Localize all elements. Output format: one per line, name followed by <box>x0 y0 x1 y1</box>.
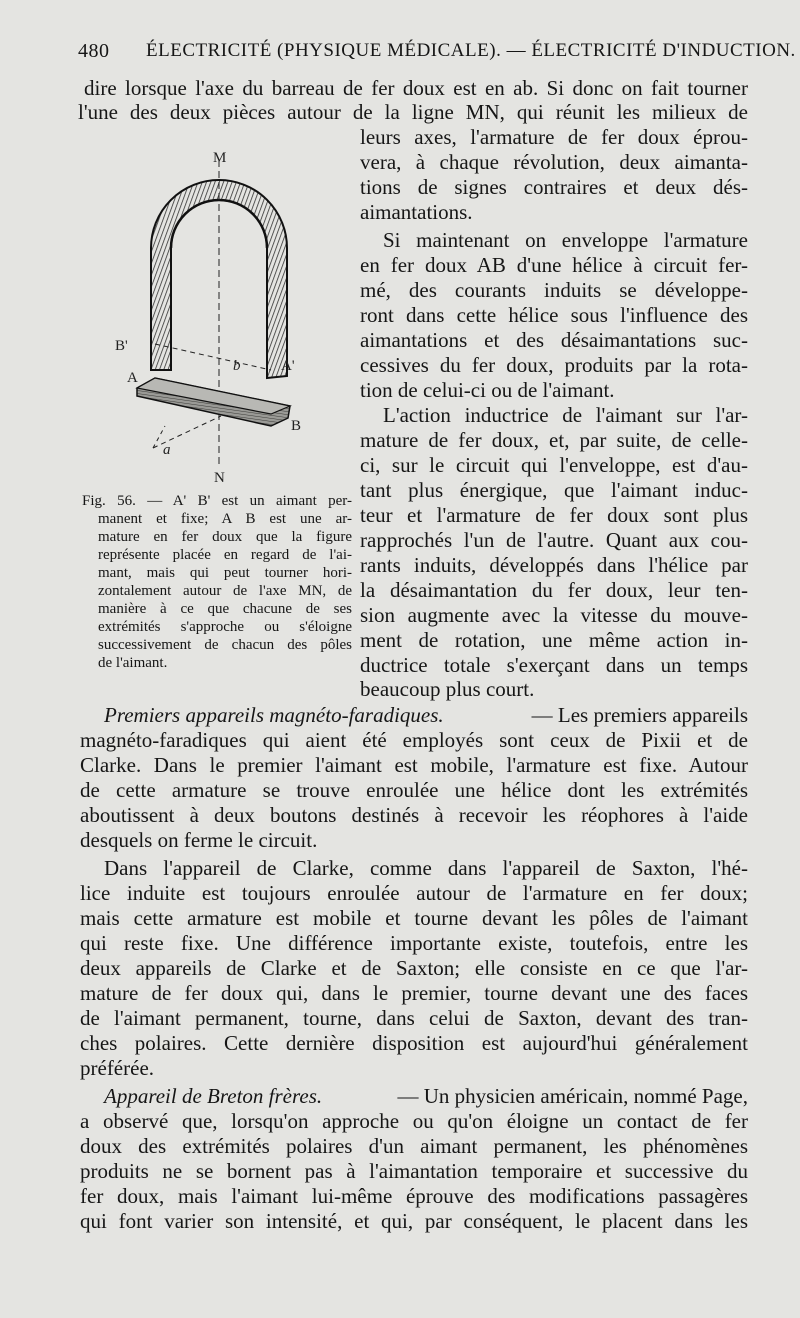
running-header <box>78 40 796 70</box>
label-a-prime: A' <box>281 358 295 374</box>
section-line: aboutissent à deux boutons destinés à recevoir les réophores à l'aide <box>80 803 748 827</box>
column-line: tion de celui-ci ou de l'aimant. <box>360 378 615 402</box>
column-line: L'action inductrice de l'aimant sur l'ar- <box>383 403 748 427</box>
section-line: — Un physicien américain, nommé Page, <box>397 1084 748 1108</box>
page-number: 480 <box>78 40 110 62</box>
column-line: ductrice totale s'exerçant dans un temps <box>360 653 748 677</box>
paragraph-line: préférée. <box>80 1056 155 1080</box>
label-a: A <box>127 370 138 386</box>
column-line: la désaimantation du fer doux, leur ten- <box>360 578 748 602</box>
caption-line: Fig. 56. — A' B' est un aimant per- <box>82 493 352 509</box>
section-line: desquels on ferme le circuit. <box>80 828 318 852</box>
label-b: B <box>291 418 302 434</box>
section-line: Clarke. Dans le premier l'aimant est mobile, l'armature est fixe. Autour <box>80 753 748 777</box>
section-line: magnéto-faradiques qui aient été employés sont ceux de Pixii et de <box>80 728 748 752</box>
column-line: ci, sur le circuit qui l'enveloppe, est d'au- <box>360 453 748 477</box>
caption-line: mant, mais qui peut tourner hori- <box>98 565 352 581</box>
paragraph-line: qui reste fixe. Une différence importante existe, toutefois, entre les <box>80 931 748 955</box>
column-line: teur et l'armature de fer doux sont plus <box>360 503 748 527</box>
caption-line: successivement de chacun des pôles <box>98 637 352 653</box>
caption-line: zontalement autour de l'axe MN, de <box>98 583 352 599</box>
section-line: a observé que, lorsqu'on approche ou qu'on éloigne un contact de fer <box>80 1109 748 1133</box>
section-line: fer doux, mais l'aimant lui-même éprouve des modifications passagères <box>80 1184 748 1208</box>
paragraph-line: mature de fer doux qui, dans le premier, tourne devant une des faces <box>80 981 748 1005</box>
caption-line: de l'aimant. <box>98 655 168 671</box>
column-line: mé, des courants induits se développe- <box>360 278 748 302</box>
intro-line: l'une des deux pièces autour de la ligne MN, qui réunit les milieux de <box>78 100 748 124</box>
section-line: qui font varier son intensité, et qui, par conséquent, le placent dans les <box>80 1209 748 1233</box>
column-line: cessives du fer doux, produits par la rota- <box>360 353 748 377</box>
caption-line: mature en fer doux que la figure <box>98 529 352 545</box>
section-heading: Appareil de Breton frères. <box>104 1084 323 1108</box>
paragraph-line: lice induite est toujours enroulée autour de l'armature en fer doux; <box>80 881 748 905</box>
paragraph-line: deux appareils de Clarke et de Saxton; elle consiste en ce que l'ar- <box>80 956 748 980</box>
paragraph-line: mais cette armature est mobile et tourne devant les pôles de l'aimant <box>80 906 748 930</box>
column-line: Si maintenant on enveloppe l'armature <box>383 228 748 252</box>
caption-line: représente placée en regard de l'ai- <box>98 547 352 563</box>
paragraph-line: de l'aimant permanent, tourne, dans celui de Saxton, devant des tran- <box>80 1006 748 1030</box>
column-line: sion augmente avec la vitesse du mouve- <box>360 603 748 627</box>
column-line: vera, à chaque révolution, deux aimanta- <box>360 150 748 174</box>
section-line: produits ne se bornent pas à l'aimantation temporaire et successive du <box>80 1159 748 1183</box>
column-line: mature de fer doux, et, par suite, de celle- <box>360 428 748 452</box>
caption-line: extrémités s'approche ou s'éloigne <box>98 619 352 635</box>
column-line: en fer doux AB d'une hélice à circuit fer- <box>360 253 748 277</box>
running-title: ÉLECTRICITÉ (PHYSIQUE MÉDICALE). — ÉLECTRICITÉ D'INDUCTION. <box>146 40 796 61</box>
column-line: aimantations. <box>360 200 473 224</box>
label-small-b: b <box>233 358 241 374</box>
figure-56-magnet-illustration <box>95 148 325 488</box>
section-heading-line <box>104 1084 748 1108</box>
caption-line: manent et fixe; A B est une ar- <box>98 511 352 527</box>
caption-line: manière à ce que chacune de ses <box>98 601 352 617</box>
column-line: ront dans cette hélice sous l'influence des <box>360 303 748 327</box>
column-line: aimantations et des désaimantations suc- <box>360 328 748 352</box>
column-line: rapprochés l'un de l'autre. Quant aux cou- <box>360 528 748 552</box>
label-small-a: a <box>163 442 171 458</box>
paragraph-line: ches polaires. Cette dernière disposition est aujourd'hui généralement <box>80 1031 748 1055</box>
column-line: ment de rotation, une même action in- <box>360 628 748 652</box>
label-m: M <box>213 150 227 166</box>
section-line: de cette armature se trouve enroulée une hélice dont les extrémités <box>80 778 748 802</box>
column-line: beaucoup plus court. <box>360 677 535 701</box>
section-line: — Les premiers appareils <box>531 703 748 727</box>
column-line: rants induits, développés dans l'hélice par <box>360 553 748 577</box>
section-heading-line <box>104 703 748 727</box>
section-line: doux des extrémités polaires d'un aimant permanent, les phénomènes <box>80 1134 748 1158</box>
column-line: tant plus énergique, que l'aimant induc- <box>360 478 748 502</box>
figure-caption <box>82 492 352 672</box>
column-line: tions de signes contraires et deux dés- <box>360 175 748 199</box>
label-n: N <box>214 470 225 486</box>
intro-line: dire lorsque l'axe du barreau de fer doux est en ab. Si donc on fait tourner <box>84 76 748 100</box>
paragraph-line: Dans l'appareil de Clarke, comme dans l'appareil de Saxton, l'hé- <box>104 856 748 880</box>
column-line: leurs axes, l'armature de fer doux éprou- <box>360 125 748 149</box>
label-b-prime: B' <box>115 338 128 354</box>
section-heading: Premiers appareils magnéto-faradiques. <box>104 703 444 727</box>
